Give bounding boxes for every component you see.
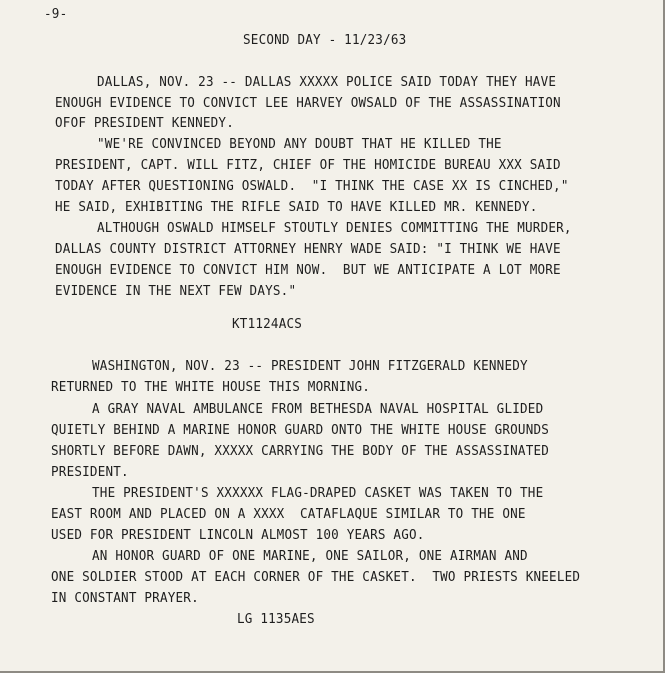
story1-line: ENOUGH EVIDENCE TO CONVICT HIM NOW. BUT WE ANTICIPATE A LOT MORE xyxy=(55,261,561,278)
story2-line: QUIETLY BEHIND A MARINE HONOR GUARD ONTO THE WHITE HOUSE GROUNDS xyxy=(51,421,550,438)
story1-line: OFOF PRESIDENT KENNEDY. xyxy=(55,114,234,131)
story1-line: PRESIDENT, CAPT. WILL FITZ, CHIEF OF THE HOMICIDE BUREAU XXX SAID xyxy=(55,156,561,173)
story2-line: THE PRESIDENT'S XXXXXX FLAG-DRAPED CASKET WAS TAKEN TO THE xyxy=(92,484,544,501)
story1-line: DALLAS COUNTY DISTRICT ATTORNEY HENRY WADE SAID: "I THINK WE HAVE xyxy=(55,240,561,257)
story1-line: TODAY AFTER QUESTIONING OSWALD. "I THINK THE CASE XX IS CINCHED," xyxy=(55,177,569,194)
story2-line: IN CONSTANT PRAYER. xyxy=(51,589,199,606)
story1-line: HE SAID, EXHIBITING THE RIFLE SAID TO HAVE KILLED MR. KENNEDY. xyxy=(55,198,538,215)
story1-slug: KT1124ACS xyxy=(232,315,303,332)
story1-line: ENOUGH EVIDENCE TO CONVICT LEE HARVEY OWSALD OF THE ASSASSINATION xyxy=(55,94,561,111)
story1-line: DALLAS, NOV. 23 -- DALLAS XXXXX POLICE SAID TODAY THEY HAVE xyxy=(97,73,557,90)
story2-line: PRESIDENT. xyxy=(51,463,129,480)
story2-line: WASHINGTON, NOV. 23 -- PRESIDENT JOHN FITZGERALD KENNEDY xyxy=(92,357,528,374)
story1-line: ALTHOUGH OSWALD HIMSELF STOUTLY DENIES COMMITTING THE MURDER, xyxy=(97,219,572,236)
story2-line: RETURNED TO THE WHITE HOUSE THIS MORNING. xyxy=(51,378,371,395)
story1-line: "WE'RE CONVINCED BEYOND ANY DOUBT THAT HE KILLED THE xyxy=(97,135,502,152)
story2-slug: LG 1135AES xyxy=(237,610,315,627)
page-number: -9- xyxy=(44,5,68,22)
story2-line: AN HONOR GUARD OF ONE MARINE, ONE SAILOR, ONE AIRMAN AND xyxy=(92,547,528,564)
story1-line: EVIDENCE IN THE NEXT FEW DAYS." xyxy=(55,282,297,299)
story2-line: USED FOR PRESIDENT LINCOLN ALMOST 100 YEARS AGO. xyxy=(51,526,425,543)
story2-line: SHORTLY BEFORE DAWN, XXXXX CARRYING THE BODY OF THE ASSASSINATED xyxy=(51,442,550,459)
page-heading: SECOND DAY - 11/23/63 xyxy=(243,31,407,48)
story2-line: EAST ROOM AND PLACED ON A XXXX CATAFLAQUE SIMILAR TO THE ONE xyxy=(51,505,526,522)
story2-line: ONE SOLDIER STOOD AT EACH CORNER OF THE CASKET. TWO PRIESTS KNEELED xyxy=(51,568,581,585)
story2-line: A GRAY NAVAL AMBULANCE FROM BETHESDA NAVAL HOSPITAL GLIDED xyxy=(92,400,544,417)
